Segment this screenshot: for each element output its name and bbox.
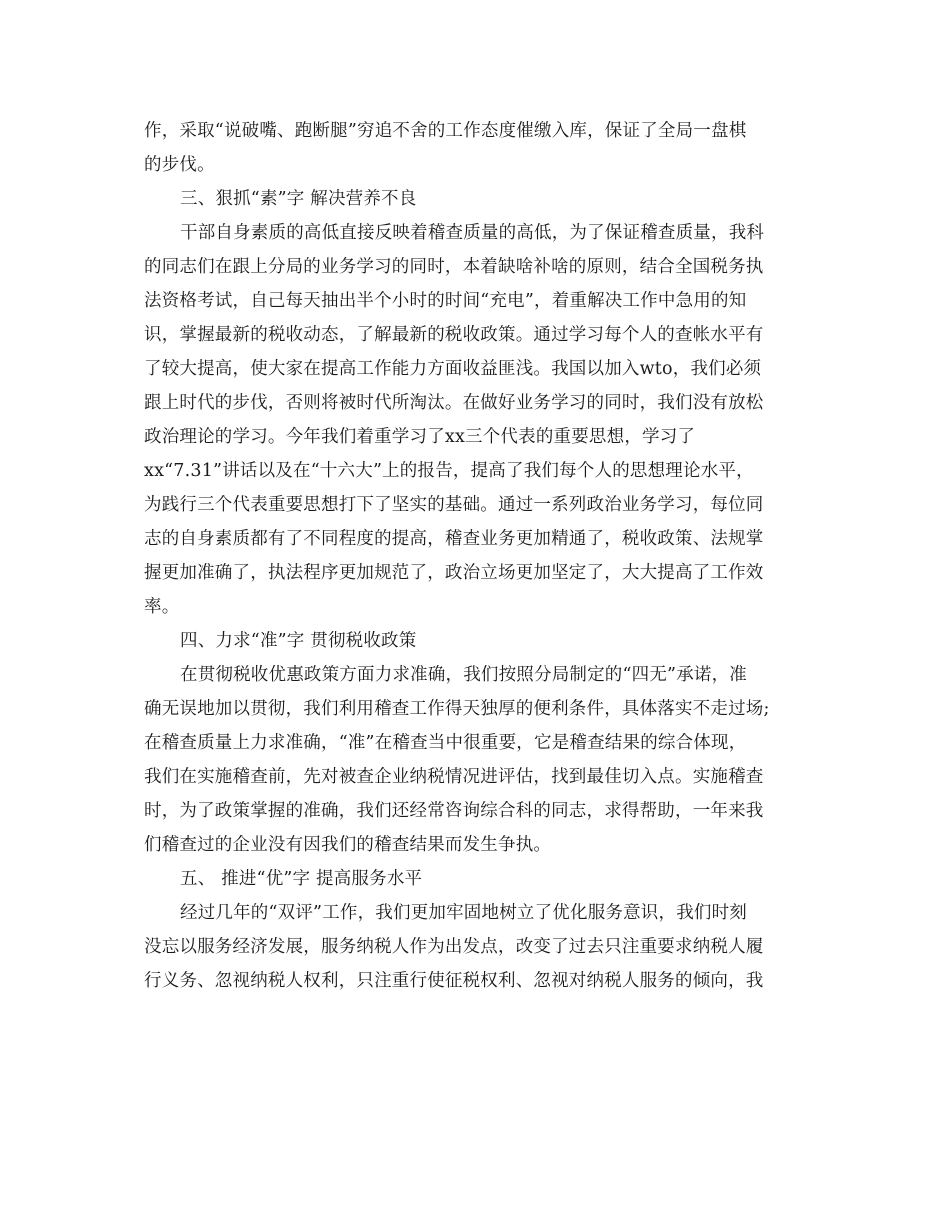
text-line: 行义务、忽视纳税人权利，只注重行使征税权利、忽视对纳税人服务的倾向，我	[144, 971, 764, 991]
document-body	[144, 114, 804, 998]
text-line: 四、力求“准”字 贯彻税收政策	[180, 631, 417, 651]
text-line: 了较大提高，使大家在提高工作能力方面收益匪浅。我国以加入wto，我们必须	[144, 359, 762, 379]
text-line: xx“7.31”讲话以及在“十六大”上的报告，提高了我们每个人的思想理论水平，	[144, 461, 754, 481]
text-line: 我们在实施稽查前，先对被查企业纳税情况进评估，找到最佳切入点。实施稽查	[144, 767, 764, 787]
text-line: 的步伐。	[144, 155, 215, 175]
text-line: 的同志们在跟上分局的业务学习的同时，本着缺啥补啥的原则，结合全国税务执	[144, 257, 764, 277]
text-line: 在贯彻税收优惠政策方面力求准确，我们按照分局制定的“四无”承诺，准	[180, 665, 747, 685]
text-line: 在稽查质量上力求准确，“准”在稽查当中很重要，它是稽查结果的综合体现，	[144, 733, 747, 753]
text-line: 作，采取“说破嘴、跑断腿”穷追不舍的工作态度催缴入库，保证了全局一盘棋	[144, 121, 747, 141]
text-line: 没忘以服务经济发展，服务纳税人作为出发点，改变了过去只注重要求纳税人履	[144, 937, 764, 957]
text-line: 握更加准确了，执法程序更加规范了，政治立场更加坚定了，大大提高了工作效	[144, 563, 764, 583]
text-line: 三、狠抓“素”字 解决营养不良	[180, 189, 417, 209]
text-line: 法资格考试，自己每天抽出半个小时的时间“充电”，着重解决工作中急用的知	[144, 291, 747, 311]
text-line: 识，掌握最新的税收动态，了解最新的税收政策。通过学习每个人的查帐水平有	[144, 325, 764, 345]
text-line: 政治理论的学习。今年我们着重学习了xx三个代表的重要思想，学习了	[144, 427, 696, 447]
text-line: 确无误地加以贯彻，我们利用稽查工作得天独厚的便利条件，具体落实不走过场;	[144, 699, 770, 719]
text-line: 五、 推进“优”字 提高服务水平	[180, 869, 423, 889]
text-line: 时，为了政策掌握的准确，我们还经常咨询综合科的同志，求得帮助，一年来我	[144, 801, 764, 821]
text-line: 为践行三个代表重要思想打下了坚实的基础。通过一系列政治业务学习，每位同	[144, 495, 764, 515]
text-line: 干部自身素质的高低直接反映着稽查质量的高低，为了保证稽查质量，我科	[180, 223, 765, 243]
text-line: 们稽查过的企业没有因我们的稽查结果而发生争执。	[144, 835, 552, 855]
text-line: 经过几年的“双评”工作，我们更加牢固地树立了优化服务意识，我们时刻	[180, 903, 747, 923]
text-line: 率。	[144, 597, 180, 617]
text-line: 跟上时代的步伐，否则将被时代所淘汰。在做好业务学习的同时，我们没有放松	[144, 393, 764, 413]
text-line: 志的自身素质都有了不同程度的提高，稽查业务更加精通了，税收政策、法规掌	[144, 529, 764, 549]
